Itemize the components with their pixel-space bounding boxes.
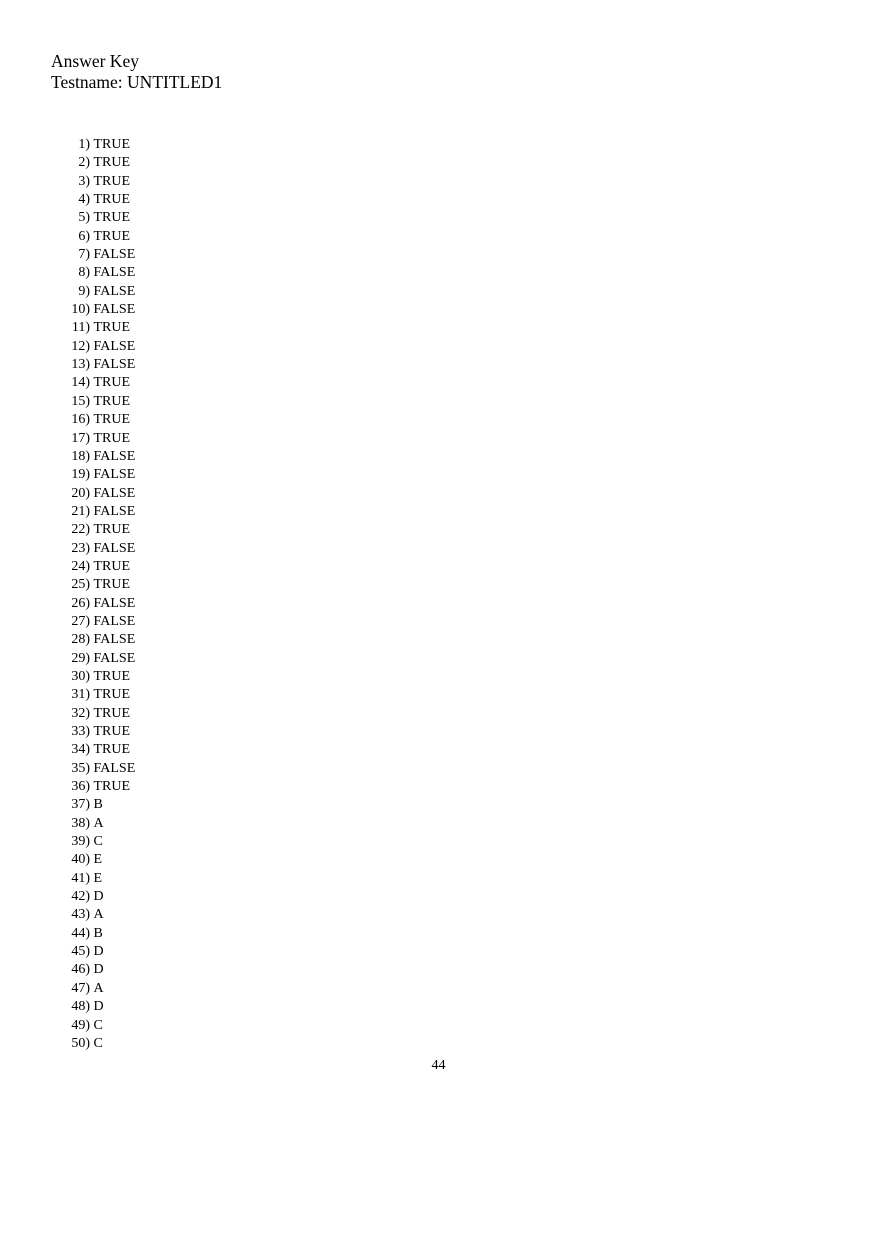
answer-value: E [93, 852, 103, 868]
answer-number: 6) [78, 228, 90, 244]
answer-value: B [93, 797, 103, 813]
answer-value: FALSE [93, 503, 136, 519]
answer-number: 49) [71, 1017, 90, 1033]
answer-value: FALSE [93, 595, 136, 611]
answer-value: TRUE [93, 393, 131, 409]
answer-value: TRUE [93, 320, 131, 336]
answer-value: C [93, 834, 103, 850]
answer-row [60, 760, 135, 778]
answer-number: 14) [71, 375, 90, 391]
answer-number: 44) [71, 925, 90, 941]
answer-row [60, 136, 135, 154]
answer-number: 42) [71, 889, 90, 905]
answer-row [60, 209, 135, 227]
answer-value: TRUE [93, 228, 131, 244]
answer-row [60, 595, 135, 613]
answer-row [60, 778, 135, 796]
answer-row [60, 521, 135, 539]
answer-value: TRUE [93, 742, 131, 758]
answer-row [60, 833, 135, 851]
answer-row [60, 796, 135, 814]
answer-number: 43) [71, 907, 90, 923]
test-name: Testname: UNTITLED1 [51, 72, 223, 92]
answer-value: TRUE [93, 375, 131, 391]
answer-number: 35) [71, 760, 90, 776]
answer-number: 17) [71, 430, 90, 446]
answer-row [60, 631, 135, 649]
answer-number: 40) [71, 852, 90, 868]
answer-row [60, 998, 135, 1016]
answer-number: 11) [71, 320, 90, 336]
answer-row [60, 613, 135, 631]
answer-row [60, 246, 135, 264]
answer-row [60, 925, 135, 943]
answer-number: 32) [71, 705, 90, 721]
answer-row [60, 503, 135, 521]
answer-value: E [93, 870, 103, 886]
answer-number: 12) [71, 338, 90, 354]
answer-row [60, 906, 135, 924]
answer-value: B [93, 925, 103, 941]
document-header [51, 51, 222, 93]
answer-value: TRUE [93, 577, 131, 593]
answer-row [60, 485, 135, 503]
answer-value: TRUE [93, 137, 131, 152]
answer-value: TRUE [93, 155, 131, 171]
answer-value: TRUE [93, 430, 131, 446]
answer-row [60, 430, 135, 448]
answer-row [60, 723, 135, 741]
document-title: Answer Key [51, 51, 139, 71]
answer-value: FALSE [93, 283, 136, 299]
answer-value: FALSE [93, 760, 136, 776]
answer-number: 39) [71, 834, 90, 850]
answer-row [60, 540, 135, 558]
answer-list [60, 136, 135, 1053]
answer-row [60, 870, 135, 888]
answer-number: 10) [71, 302, 90, 318]
answer-value: D [93, 962, 104, 978]
answer-row [60, 374, 135, 392]
answer-value: C [93, 1017, 103, 1033]
answer-value: FALSE [93, 613, 136, 629]
answer-number: 41) [71, 870, 90, 886]
answer-number: 48) [71, 999, 90, 1015]
answer-row [60, 283, 135, 301]
answer-value: TRUE [93, 687, 131, 703]
answer-row [60, 448, 135, 466]
answer-row [60, 851, 135, 869]
answer-value: FALSE [93, 448, 136, 464]
answer-row [60, 228, 135, 246]
answer-number: 16) [71, 412, 90, 428]
answer-number: 45) [71, 944, 90, 960]
answer-value: D [93, 889, 104, 905]
answer-number: 24) [71, 558, 90, 574]
answer-value: FALSE [93, 302, 136, 318]
answer-number: 9) [78, 283, 90, 299]
answer-number: 26) [71, 595, 90, 611]
answer-row [60, 650, 135, 668]
answer-number: 8) [78, 265, 90, 281]
answer-number: 47) [71, 980, 90, 996]
answer-row [60, 888, 135, 906]
answer-value: TRUE [93, 779, 131, 795]
answer-number: 3) [78, 173, 90, 189]
answer-number: 1) [78, 137, 90, 152]
answer-number: 22) [71, 522, 90, 538]
answer-number: 34) [71, 742, 90, 758]
answer-number: 46) [71, 962, 90, 978]
answer-value: TRUE [93, 192, 131, 208]
answer-number: 15) [71, 393, 90, 409]
answer-value: FALSE [93, 467, 136, 483]
answer-row [60, 393, 135, 411]
answer-row [60, 705, 135, 723]
answer-row [60, 980, 135, 998]
answer-value: TRUE [93, 412, 131, 428]
answer-number: 27) [71, 613, 90, 629]
answer-value: TRUE [93, 705, 131, 721]
answer-row [60, 961, 135, 979]
answer-number: 29) [71, 650, 90, 666]
answer-number: 20) [71, 485, 90, 501]
answer-row [60, 1035, 135, 1053]
answer-row [60, 356, 135, 374]
answer-value: FALSE [93, 357, 136, 373]
answer-value: C [93, 1035, 103, 1051]
answer-value: A [93, 907, 104, 923]
answer-row [60, 576, 135, 594]
answer-value: D [93, 944, 104, 960]
answer-row [60, 686, 135, 704]
answer-number: 37) [71, 797, 90, 813]
answer-row [60, 338, 135, 356]
answer-row [60, 668, 135, 686]
answer-number: 31) [71, 687, 90, 703]
answer-row [60, 319, 135, 337]
answer-number: 5) [78, 210, 90, 226]
answer-value: TRUE [93, 558, 131, 574]
answer-row [60, 411, 135, 429]
answer-value: TRUE [93, 668, 131, 684]
answer-value: FALSE [93, 650, 136, 666]
answer-number: 13) [71, 357, 90, 373]
answer-value: TRUE [93, 522, 131, 538]
answer-value: FALSE [93, 338, 136, 354]
answer-row [60, 301, 135, 319]
answer-number: 19) [71, 467, 90, 483]
answer-number: 18) [71, 448, 90, 464]
answer-row [60, 466, 135, 484]
answer-value: FALSE [93, 632, 136, 648]
answer-row [60, 264, 135, 282]
answer-value: FALSE [93, 247, 136, 263]
answer-row [60, 741, 135, 759]
answer-value: TRUE [93, 210, 131, 226]
answer-number: 28) [71, 632, 90, 648]
answer-number: 4) [78, 192, 90, 208]
answer-value: A [93, 980, 104, 996]
answer-number: 36) [71, 779, 90, 795]
answer-value: TRUE [93, 173, 131, 189]
answer-number: 25) [71, 577, 90, 593]
page-number: 44 [431, 1058, 446, 1073]
answer-number: 7) [78, 247, 90, 263]
answer-row [60, 558, 135, 576]
answer-value: TRUE [93, 724, 131, 739]
answer-number: 50) [71, 1035, 90, 1051]
answer-number: 33) [71, 724, 90, 739]
answer-row [60, 173, 135, 191]
answer-number: 21) [71, 503, 90, 519]
answer-number: 2) [78, 155, 90, 171]
answer-row [60, 1017, 135, 1035]
answer-value: D [93, 999, 104, 1015]
answer-value: A [93, 815, 104, 831]
answer-row [60, 191, 135, 209]
answer-row [60, 815, 135, 833]
answer-value: FALSE [93, 540, 136, 556]
answer-row [60, 943, 135, 961]
answer-number: 38) [71, 815, 90, 831]
answer-number: 23) [71, 540, 90, 556]
answer-value: FALSE [93, 485, 136, 501]
answer-value: FALSE [93, 265, 136, 281]
answer-row [60, 154, 135, 172]
answer-number: 30) [71, 668, 90, 684]
